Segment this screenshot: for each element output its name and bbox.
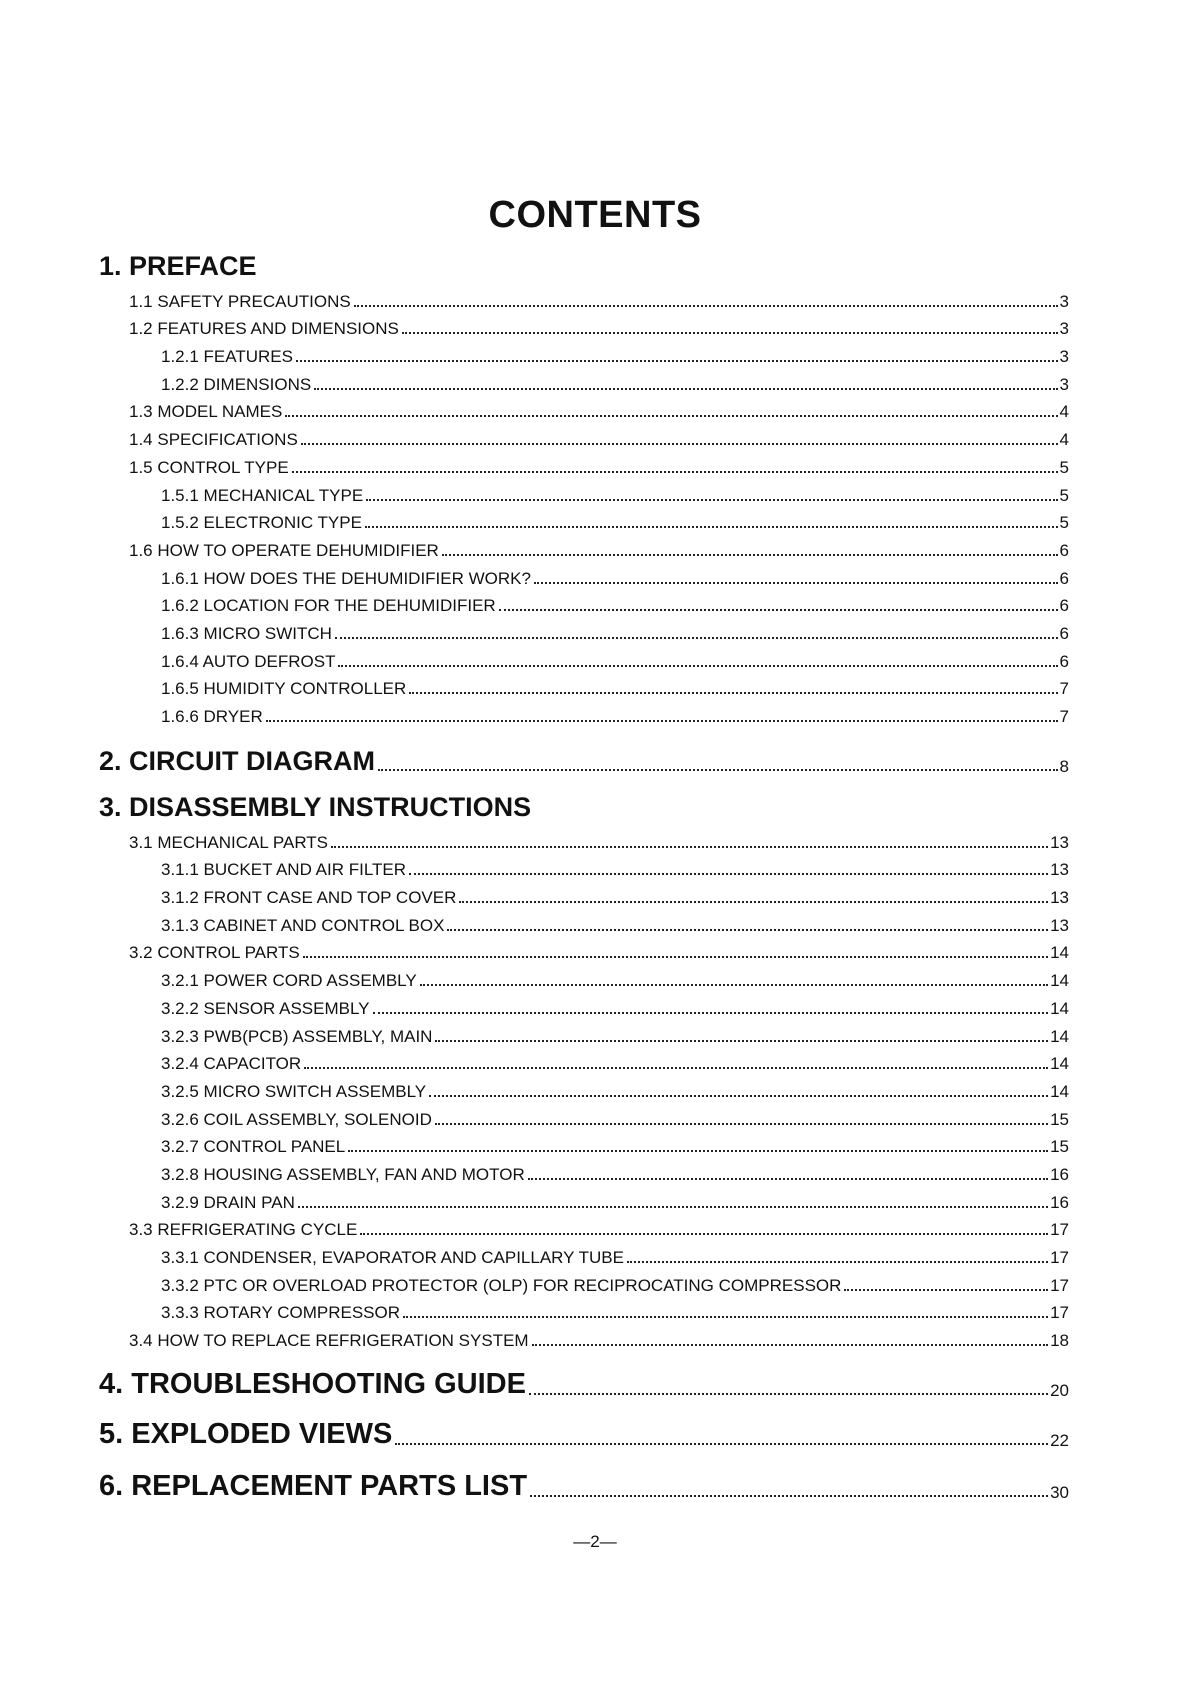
dot-leader — [435, 1123, 1048, 1125]
dot-leader — [844, 1289, 1048, 1291]
toc-entry[interactable] — [99, 1045, 1069, 1073]
dot-leader — [435, 1040, 1048, 1042]
toc-entry-page: 8 — [1059, 757, 1069, 776]
toc-entry-title: 1.5 CONTROL TYPE — [129, 457, 289, 477]
toc-entry-page: 6 — [1059, 540, 1069, 560]
dot-leader — [314, 388, 1057, 390]
toc-entry-page: 3 — [1059, 319, 1069, 339]
toc-entry-page: 5 — [1059, 457, 1069, 477]
table-of-contents — [99, 250, 1069, 1503]
toc-entry-page: 3 — [1059, 291, 1069, 311]
dot-leader — [285, 415, 1057, 417]
toc-entry-title: 3.3 REFRIGERATING CYCLE — [129, 1220, 358, 1240]
toc-entry-page: 3 — [1059, 374, 1069, 394]
dot-leader — [296, 360, 1058, 362]
toc-entry-title: 3.2.1 POWER CORD ASSEMBLY — [161, 971, 417, 991]
dot-leader — [420, 984, 1048, 986]
toc-entry-title: 3.2.4 CAPACITOR — [161, 1054, 302, 1074]
toc-entry[interactable] — [99, 587, 1069, 615]
toc-entry-page: 22 — [1050, 1431, 1069, 1451]
toc-entry-title: 1.6.5 HUMIDITY CONTROLLER — [161, 679, 407, 699]
section-heading-preface: 1. PREFACE — [99, 251, 257, 281]
toc-entry-title: 3.1.1 BUCKET AND AIR FILTER — [161, 860, 407, 880]
toc-entry[interactable] — [99, 1017, 1069, 1045]
toc-entry[interactable] — [99, 1128, 1069, 1156]
toc-entry[interactable] — [99, 823, 1069, 851]
toc-entry-title: 1.6.2 LOCATION FOR THE DEHUMIDIFIER — [161, 596, 496, 616]
page-title: CONTENTS — [488, 194, 702, 236]
toc-section-circuit-diagram[interactable] — [99, 745, 1069, 777]
section-heading-replacement-parts: 6. REPLACEMENT PARTS LIST — [99, 1470, 528, 1503]
toc-entry[interactable] — [99, 1294, 1069, 1322]
toc-entry[interactable] — [99, 393, 1069, 421]
toc-entry-title: 1.4 SPECIFICATIONS — [129, 430, 298, 450]
dot-leader — [298, 1206, 1048, 1208]
dot-leader — [301, 443, 1058, 445]
toc-entry-title: 1.5.2 ELECTRONIC TYPE — [161, 513, 362, 533]
dot-leader — [529, 1393, 1048, 1395]
toc-entry[interactable] — [99, 961, 1069, 989]
dot-leader — [304, 1067, 1048, 1069]
dot-leader — [395, 1443, 1048, 1445]
toc-entry-title: 1.6.1 HOW DOES THE DEHUMIDIFIER WORK? — [161, 568, 531, 588]
section-heading-exploded-views: 5. EXPLODED VIEWS — [99, 1418, 393, 1451]
toc-entry-page: 6 — [1059, 623, 1069, 643]
toc-entry-page: 13 — [1050, 915, 1069, 935]
toc-entry[interactable] — [99, 1211, 1069, 1239]
toc-entry[interactable] — [99, 448, 1069, 476]
toc-entry-title: 3.2.7 CONTROL PANEL — [161, 1137, 346, 1157]
dot-leader — [447, 929, 1048, 931]
toc-entry[interactable] — [99, 310, 1069, 338]
dot-leader — [429, 1095, 1048, 1097]
dot-leader — [338, 665, 1057, 667]
toc-entry-title: 3.1.3 CABINET AND CONTROL BOX — [161, 915, 445, 935]
dot-leader — [499, 609, 1058, 611]
toc-entry[interactable] — [99, 1238, 1069, 1266]
toc-entry-page: 13 — [1050, 860, 1069, 880]
dot-leader — [627, 1261, 1048, 1263]
dot-leader — [292, 471, 1058, 473]
toc-entry-title: 1.6 HOW TO OPERATE DEHUMIDIFIER — [129, 540, 439, 560]
toc-entry-page: 30 — [1050, 1483, 1069, 1503]
toc-entry-page: 3 — [1059, 347, 1069, 367]
toc-entry-page: 17 — [1050, 1248, 1069, 1267]
toc-entry-page: 14 — [1050, 1081, 1069, 1101]
toc-entry-title: 1.2.2 DIMENSIONS — [161, 374, 312, 394]
toc-entry[interactable] — [99, 504, 1069, 532]
toc-entry-page: 16 — [1050, 1192, 1069, 1212]
dot-leader — [402, 332, 1058, 334]
toc-entry-title: 3.2.2 SENSOR ASSEMBLY — [161, 998, 370, 1018]
toc-entry-page: 6 — [1059, 568, 1069, 588]
toc-entry-title: 3.2.9 DRAIN PAN — [161, 1192, 295, 1212]
toc-entry-page: 6 — [1059, 596, 1069, 616]
toc-entry-title: 3.3.3 ROTARY COMPRESSOR — [161, 1303, 401, 1323]
toc-entry-page: 16 — [1050, 1164, 1069, 1184]
toc-entry-title: 1.2.1 FEATURES — [161, 347, 293, 367]
toc-entry-title: 1.6.6 DRYER — [161, 707, 263, 726]
toc-entry-title: 1.1 SAFETY PRECAUTIONS — [129, 291, 351, 311]
toc-entry-title: 1.3 MODEL NAMES — [129, 402, 283, 422]
toc-entry[interactable] — [99, 1266, 1069, 1294]
toc-entry[interactable] — [99, 337, 1069, 365]
toc-entry[interactable] — [99, 1100, 1069, 1128]
dot-leader — [360, 1233, 1048, 1235]
toc-entry-title: 3.2.8 HOUSING ASSEMBLY, FAN AND MOTOR — [161, 1164, 525, 1184]
dot-leader — [373, 1012, 1049, 1014]
dot-leader — [366, 499, 1057, 501]
toc-section-replacement-parts[interactable] — [99, 1469, 1069, 1503]
dot-leader — [354, 305, 1058, 307]
toc-entry-title: 3.1 MECHANICAL PARTS — [129, 832, 329, 852]
toc-entry-page: 17 — [1050, 1275, 1069, 1295]
toc-entry[interactable] — [99, 934, 1069, 962]
dot-leader — [442, 554, 1058, 556]
toc-entry[interactable] — [99, 989, 1069, 1017]
toc-entry-page: 7 — [1059, 707, 1069, 726]
toc-entry-title: 3.1.2 FRONT CASE AND TOP COVER — [161, 888, 457, 908]
dot-leader — [409, 692, 1057, 694]
toc-entry-title: 1.6.3 MICRO SWITCH — [161, 623, 332, 643]
toc-entry[interactable] — [99, 531, 1069, 559]
toc-entry[interactable] — [99, 614, 1069, 642]
toc-entry-page: 13 — [1050, 888, 1069, 908]
dot-leader — [530, 1495, 1048, 1497]
dot-leader — [365, 526, 1058, 528]
toc-entry[interactable] — [99, 1072, 1069, 1100]
toc-entry-page: 7 — [1059, 679, 1069, 699]
page-number: —2— — [573, 1532, 617, 1551]
toc-entry[interactable] — [99, 697, 1069, 725]
dot-leader — [266, 720, 1058, 722]
dot-leader — [459, 901, 1048, 903]
toc-entry-page: 15 — [1050, 1137, 1069, 1157]
section-heading-troubleshooting: 4. TROUBLESHOOTING GUIDE — [99, 1368, 526, 1401]
toc-entry-page: 15 — [1050, 1109, 1069, 1129]
toc-entry-page: 14 — [1050, 1054, 1069, 1074]
section-heading-disassembly: 3. DISASSEMBLY INSTRUCTIONS — [99, 792, 532, 822]
toc-entry-page: 18 — [1050, 1331, 1069, 1351]
dot-leader — [335, 637, 1058, 639]
dot-leader — [534, 582, 1058, 584]
toc-entry-page: 6 — [1059, 651, 1069, 671]
toc-entry-page: 14 — [1050, 998, 1069, 1018]
section-heading-circuit-diagram: 2. CIRCUIT DIAGRAM — [99, 746, 375, 776]
toc-entry[interactable] — [99, 1321, 1069, 1349]
toc-entry[interactable] — [99, 420, 1069, 448]
toc-entry-page: 5 — [1059, 485, 1069, 505]
toc-entry-page: 14 — [1050, 943, 1069, 963]
toc-entry[interactable] — [99, 559, 1069, 587]
toc-entry-page: 13 — [1050, 832, 1069, 852]
toc-section-troubleshooting[interactable] — [99, 1367, 1069, 1401]
toc-entry[interactable] — [99, 642, 1069, 670]
toc-entry[interactable] — [99, 878, 1069, 906]
toc-section-exploded-views[interactable] — [99, 1417, 1069, 1451]
toc-entry[interactable] — [99, 906, 1069, 934]
toc-entry-title: 1.5.1 MECHANICAL TYPE — [161, 485, 364, 505]
dot-leader — [378, 769, 1058, 771]
toc-entry-title: 3.2.5 MICRO SWITCH ASSEMBLY — [161, 1081, 427, 1101]
toc-entry-title: 3.4 HOW TO REPLACE REFRIGERATION SYSTEM — [129, 1331, 529, 1351]
dot-leader — [528, 1178, 1048, 1180]
dot-leader — [348, 1150, 1048, 1152]
dot-leader — [403, 1316, 1048, 1318]
toc-entry-title: 3.2.3 PWB(PCB) ASSEMBLY, MAIN — [161, 1026, 433, 1046]
toc-entry[interactable] — [99, 365, 1069, 393]
toc-entry-page: 14 — [1050, 1026, 1069, 1046]
toc-entry-title: 1.2 FEATURES AND DIMENSIONS — [129, 319, 399, 339]
dot-leader — [532, 1344, 1049, 1346]
toc-entry-title: 3.2 CONTROL PARTS — [129, 943, 300, 963]
dot-leader — [409, 873, 1048, 875]
toc-entry[interactable] — [99, 670, 1069, 698]
toc-entry-title: 3.3.2 PTC OR OVERLOAD PROTECTOR (OLP) FOR RECIPROCATING COMPRESSOR — [161, 1275, 842, 1295]
toc-entry-title: 1.6.4 AUTO DEFROST — [161, 651, 336, 671]
toc-entry-page: 4 — [1059, 430, 1069, 450]
toc-entry[interactable] — [99, 1183, 1069, 1211]
toc-entry[interactable] — [99, 476, 1069, 504]
toc-entry-title: 3.2.6 COIL ASSEMBLY, SOLENOID — [161, 1109, 432, 1129]
toc-entry-page: 17 — [1050, 1220, 1069, 1240]
toc-entry-title: 3.3.1 CONDENSER, EVAPORATOR AND CAPILLARY TUBE — [161, 1248, 624, 1267]
dot-leader — [303, 956, 1048, 958]
toc-entry-page: 20 — [1050, 1381, 1069, 1401]
toc-entry-page: 5 — [1059, 513, 1069, 533]
toc-entry[interactable] — [99, 1155, 1069, 1183]
toc-entry[interactable] — [99, 851, 1069, 879]
toc-entry-page: 14 — [1050, 971, 1069, 991]
toc-entry-page: 4 — [1059, 402, 1069, 422]
dot-leader — [331, 846, 1048, 848]
toc-entry-page: 17 — [1050, 1303, 1069, 1323]
toc-entry[interactable] — [99, 282, 1069, 310]
